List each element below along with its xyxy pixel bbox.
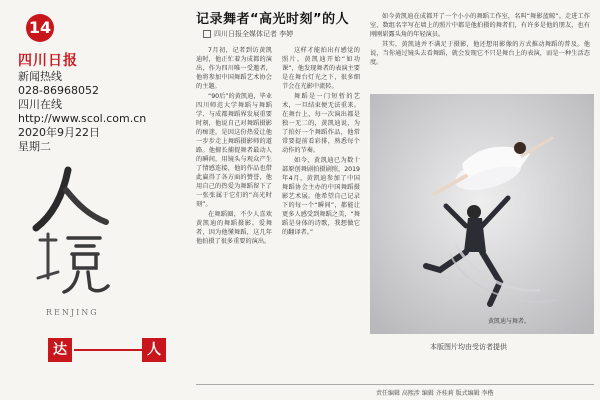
article-byline: 四川日报全媒体记者 李婷 bbox=[214, 30, 294, 38]
column-stamp-char-2: 人 bbox=[142, 338, 166, 362]
site-url[interactable]: http://www.scol.com.cn bbox=[18, 112, 147, 125]
dancer-photo-illustration bbox=[370, 94, 594, 334]
article-column-1 bbox=[196, 46, 272, 376]
paragraph: 这样才能拍出有感觉的照片，黄凯迪开始“如功课”，他发现舞者的表演主要是在舞台灯光之下，很多细节会在光影中流转。 bbox=[282, 47, 360, 90]
column-stamp-divider bbox=[74, 349, 142, 351]
byline-marker bbox=[203, 30, 211, 38]
section-pinyin: RENJING bbox=[46, 308, 99, 317]
paragraph: 如今，黄凯迪已为数十部原创舞剧拍摄剧照，2019年4月，黄凯迪参加了中国舞蹈协会主办的中国舞蹈摄影艺术展。他希望自己记录下的每一个“瞬间”，都能让更多人感受到舞蹈之美，“舞蹈是身体的诗歌，我想做它的翻译者。” bbox=[282, 157, 360, 236]
section-calligraphy-logo bbox=[28, 160, 118, 300]
photo-caption: 黄凯迪与舞者。 bbox=[488, 318, 531, 325]
paragraph: 在舞蹈圈，不少人喜欢黄凯迪的舞蹈摄影。爱舞者，因为他懂舞蹈，这几年他拍摄了很多重要的演出。 bbox=[196, 211, 272, 245]
hotline-number: 028-86968052 bbox=[18, 84, 99, 97]
photo-credit: 本版图片均由受访者提供 bbox=[430, 343, 507, 351]
page-number-badge: 14 bbox=[26, 14, 54, 42]
article-title: 记录舞者“高光时刻”的人 bbox=[196, 12, 350, 27]
site-name: 四川在线 bbox=[18, 98, 62, 111]
column-stamp bbox=[48, 338, 161, 362]
article-column-2 bbox=[282, 46, 360, 376]
dancer-photo bbox=[370, 94, 594, 334]
footer-divider bbox=[196, 384, 594, 385]
paragraph: 舞蹈是一门短暂的艺术，一旦结束便无法重来。在舞台上，每一次演出都是独一无二的，黄凯迪说，为了拍好一个舞蹈作品，他常常要提前看彩排，熟悉每个动作的节奏。 bbox=[282, 93, 360, 154]
masthead-sidebar bbox=[8, 10, 178, 392]
editor-credits: 责任编辑 高熙涉 编辑 齐桂莉 版式编辑 李楷 bbox=[376, 390, 494, 397]
hotline-label: 新闻热线 bbox=[18, 70, 62, 83]
article-column-3 bbox=[370, 12, 590, 90]
paragraph: “90后”的黄凯迪，毕业四川师范大学舞蹈与舞蹈学、与成都舞蹈界发展重要时刻，他说自己对舞蹈摄影的痴迷，是因这份热爱让他一步步走上舞蹈摄影师的道路。他擅长捕捉舞者最动人的瞬间，用镜头与观众产生了情感连接，他的作品也借此赢得了各方面的赞誉，他用自己的热爱为舞蹈留下了一张张属于它们的“高光时刻”。 bbox=[196, 93, 272, 208]
issue-date: 2020年9月22日 bbox=[18, 126, 100, 139]
masthead-info bbox=[18, 70, 178, 154]
column-stamp-char-1: 达 bbox=[48, 338, 72, 362]
paragraph: 如今黄凯迪在成都开了一个小小的舞蹈工作室，名叫“舞影蓝鲸”。走进工作室，数组名字写在墙上的照片中都是他拍摄的舞者们，有许多是他的朋友，也有刚刚崭露头角的年轻演员。 bbox=[370, 13, 590, 38]
paragraph: 其实，黄凯迪并不满足于摄影，他还想用影像的方式推动舞蹈的普及。他说，当你通过镜头去看舞蹈，就会发现它不只是舞台上的表演，而是一种生活态度。 bbox=[370, 41, 590, 66]
paper-name: 四川日报 bbox=[18, 53, 78, 69]
issue-weekday: 星期二 bbox=[18, 140, 51, 153]
paragraph: 7月初，记者到访黄凯迪时，他正忙着为成都的演出，作为四川唯一受邀者，他将参加中国舞蹈艺术协会的主题。 bbox=[196, 47, 272, 90]
